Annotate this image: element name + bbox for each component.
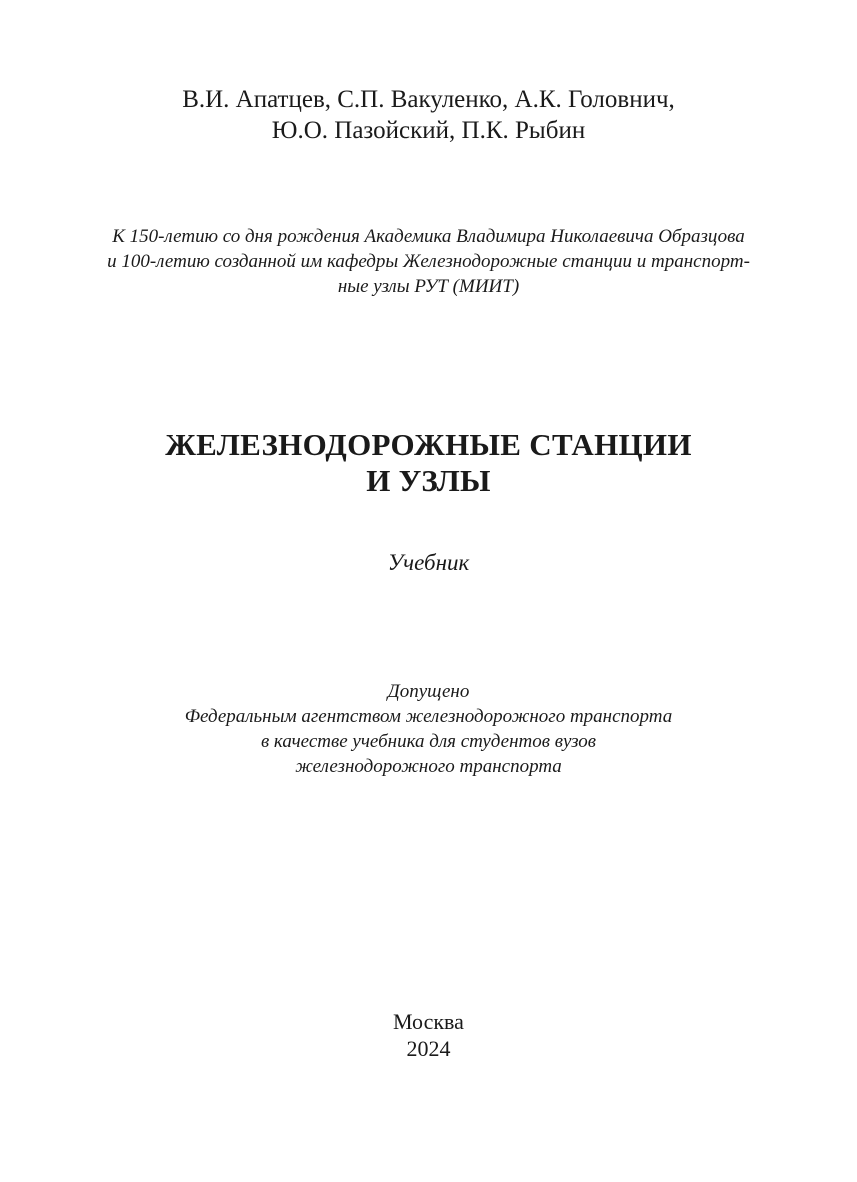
- approval-line-3: в качестве учебника для студентов вузов: [260, 731, 597, 752]
- authors-line-2: Ю.О. Пазойский, П.К. Рыбин: [271, 117, 586, 144]
- dedication-line-3: ные узлы РУТ (МИИТ): [337, 276, 520, 297]
- book-title-line-1: ЖЕЛЕЗНОДОРОЖНЫЕ СТАНЦИИ: [165, 427, 692, 462]
- dedication-line-2: и 100-летию созданной им кафедры Железнодорожные станции и транспорт-: [107, 251, 750, 272]
- approval-line-4: железнодорожного транспорта: [295, 756, 562, 777]
- authors: [0, 84, 857, 146]
- imprint-city: Москва: [393, 1009, 464, 1034]
- dedication-line-1: К 150-летию со дня рождения Академика Владимира Николаевича Образцова: [112, 226, 745, 247]
- authors-line-1: В.И. Апатцев, С.П. Вакуленко, А.К. Головнич,: [182, 86, 675, 113]
- book-title: [0, 427, 857, 499]
- approval-statement: [0, 679, 857, 779]
- imprint-year: 2024: [406, 1036, 451, 1061]
- dedication: [80, 224, 777, 299]
- approval-line-1: Допущено: [387, 681, 470, 702]
- book-title-line-2: И УЗЛЫ: [366, 463, 491, 498]
- approval-line-2: Федеральным агентством железнодорожного транспорта: [184, 706, 673, 727]
- book-type: Учебник: [387, 550, 470, 575]
- imprint: [0, 1008, 857, 1062]
